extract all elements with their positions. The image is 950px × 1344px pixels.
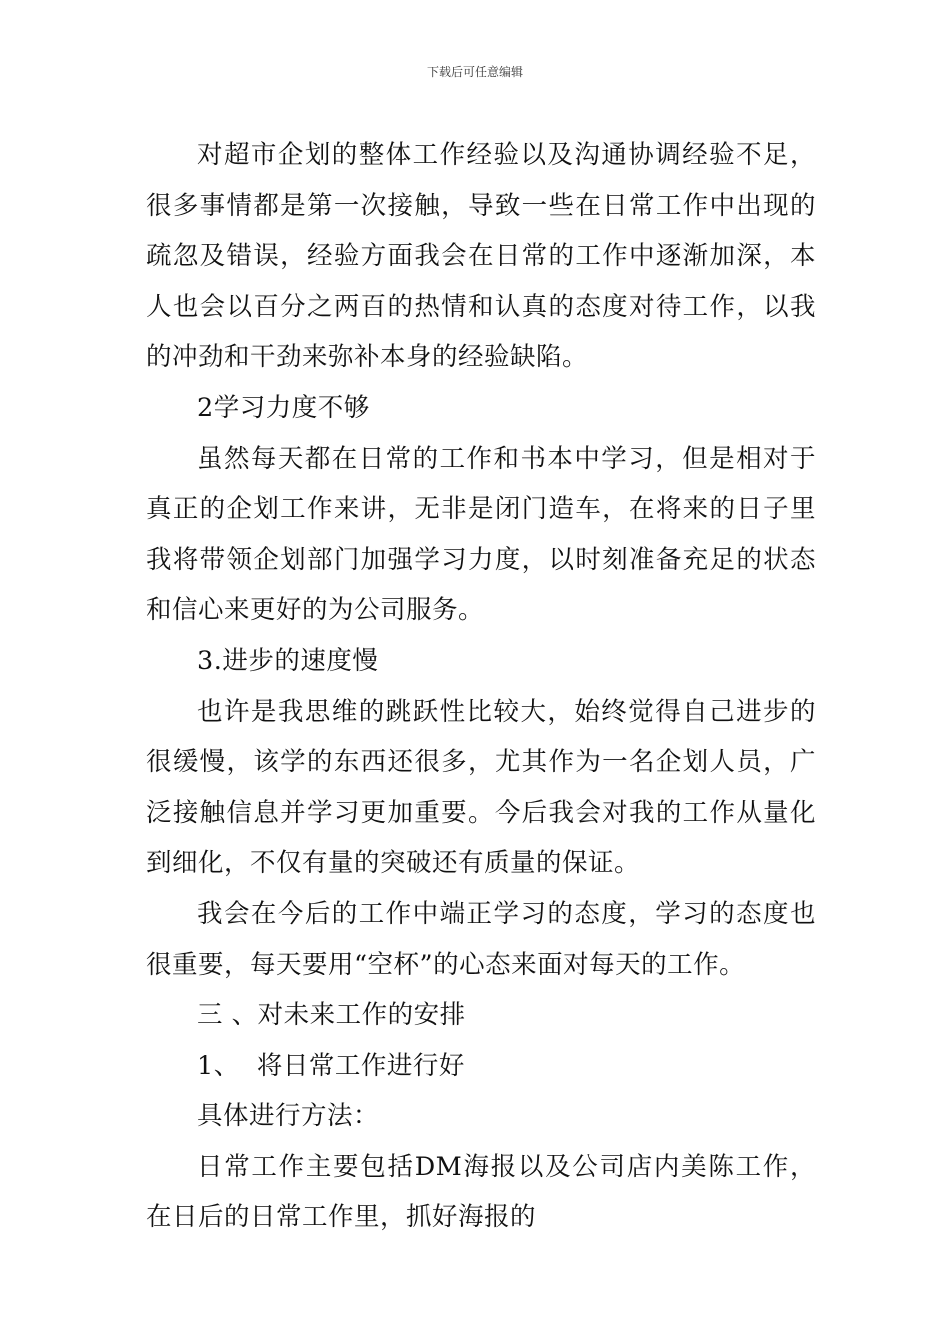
heading-study-effort: 2学习力度不够 [197, 392, 370, 423]
heading-progress-speed: 3.进步的速度慢 [197, 645, 379, 676]
paragraph-progress: 也许是我思维的跳跃性比较大，始终觉得自己进步的很缓慢，该学的东西还很多，尤其作为一名企划人员，广泛接触信息并学习更加重要。今后我会对我的工作从量化到细化，不仅有量的突破还有质量的保证。 [146, 696, 816, 879]
paragraph-attitude: 我会在今后的工作中端正学习的态度，学习的态度也很重要，每天要用“空杯”的心态来面对每天的工作。 [146, 898, 816, 980]
paragraph-daily-work: 日常工作主要包括DM海报以及公司店内美陈工作，在日后的日常工作里，抓好海报的 [146, 1151, 816, 1233]
paragraph-study: 虽然每天都在日常的工作和书本中学习，但是相对于真正的企划工作来讲，无非是闭门造车，在将来的日子里我将带领企划部门加强学习力度，以时刻准备充足的状态和信心来更好的为公司服务。 [146, 443, 816, 626]
method-label: 具体进行方法： [197, 1101, 380, 1132]
section-heading-future-plan: 三 、对未来工作的安排 [197, 1000, 466, 1031]
paragraph-experience: 对超市企划的整体工作经验以及沟通协调经验不足，很多事情都是第一次接触，导致一些在日常工作中出现的疏忽及错误，经验方面我会在日常的工作中逐渐加深，本人也会以百分之两百的热情和认真的态度对待工作，以我的冲劲和干劲来弥补本身的经验缺陷。 [146, 140, 816, 373]
header-note: 下载后可任意编辑 [426, 65, 523, 79]
list-item-daily-work: 1、 将日常工作进行好 [197, 1050, 465, 1081]
document-body [146, 130, 816, 1243]
